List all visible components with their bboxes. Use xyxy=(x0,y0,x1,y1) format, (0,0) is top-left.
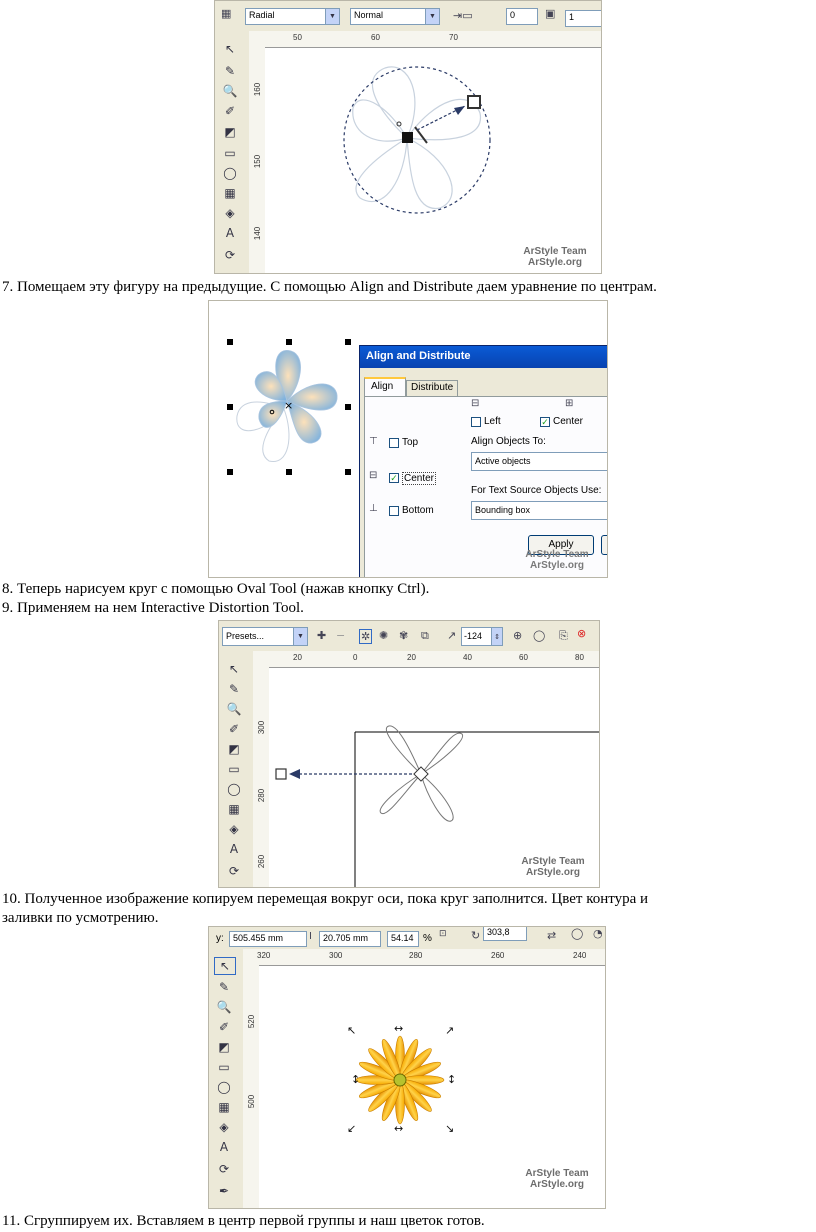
copy-distortion-icon[interactable]: ⎘ xyxy=(559,629,568,642)
ellipse-tool-icon[interactable]: ◯ xyxy=(227,782,241,796)
align-objects-to-value: Active objects xyxy=(475,456,531,466)
shape-tool-icon[interactable]: ✎ xyxy=(224,64,236,78)
step-8-text: 8. Теперь нарисуем круг с помощью Oval Tool (нажав кнопку Ctrl). xyxy=(2,581,430,597)
fill-type-value: Radial xyxy=(249,10,275,20)
pie-shape-icon[interactable]: ◔ xyxy=(593,927,603,940)
y-position-field[interactable] xyxy=(229,931,307,947)
ruler-label: 140 xyxy=(253,226,263,241)
interactive-tool-icon[interactable]: ⟳ xyxy=(228,864,240,878)
dialog-title: Align and Distribute xyxy=(360,346,608,368)
angle-field[interactable] xyxy=(483,926,527,941)
height-field[interactable] xyxy=(319,931,381,947)
graph-paper-icon[interactable]: ▦ xyxy=(224,186,236,200)
right-field-text: 1 xyxy=(569,12,575,22)
ruler-label: 20 xyxy=(407,653,416,662)
ruler-label: 320 xyxy=(257,951,271,960)
basic-shapes-icon[interactable]: ◈ xyxy=(225,206,235,220)
freehand-tool-icon[interactable]: ✐ xyxy=(218,1020,230,1034)
tab-align-label: Align xyxy=(371,381,394,392)
center-v-label: Center xyxy=(404,473,435,484)
tab-distribute-label: Distribute xyxy=(411,382,454,393)
ruler-label: 300 xyxy=(329,951,343,960)
apply-label: Apply xyxy=(548,539,574,550)
interactive-tool-icon[interactable]: ⟳ xyxy=(224,248,236,262)
value-field-text: 0 xyxy=(510,10,516,20)
screenshot-distortion xyxy=(218,620,600,888)
twister-distortion-icon[interactable]: ✾ xyxy=(399,629,409,642)
shape-tool-icon[interactable]: ✎ xyxy=(228,682,240,696)
presets-value: Presets... xyxy=(226,631,265,641)
ruler-horizontal xyxy=(253,651,599,668)
tab-distribute[interactable] xyxy=(406,380,458,397)
step-9-text: 9. Применяем на нем Interactive Distortion Tool. xyxy=(2,600,304,616)
align-center-h-icon: ⊞ xyxy=(565,398,574,409)
align-bottom-icon: ⊥ xyxy=(369,503,378,514)
ruler-label: 300 xyxy=(257,720,267,735)
property-bar xyxy=(215,1,601,32)
scale-value: 54.14 xyxy=(391,933,414,943)
watermark-line1: ArStyle Team xyxy=(523,246,587,257)
flower-outline-drawing xyxy=(265,48,602,274)
zoom-tool-icon[interactable]: 🔍 xyxy=(216,1000,232,1014)
color-icon[interactable]: ▣ xyxy=(545,7,556,20)
align-left-icon: ⊟ xyxy=(471,398,480,409)
rotate-handle-icon: ↖ xyxy=(347,1024,357,1037)
chevron-down-icon: ▼ xyxy=(325,9,339,24)
distorted-circle-drawing xyxy=(269,668,600,888)
selection-handle[interactable] xyxy=(345,469,351,475)
screenshot-radial-fill xyxy=(214,0,602,274)
ellipse-tool-icon[interactable]: ◯ xyxy=(217,1080,231,1094)
watermark-line1: ArStyle Team xyxy=(521,856,585,867)
ruler-vertical xyxy=(253,667,270,887)
fill-end-handle[interactable] xyxy=(468,96,480,108)
step-11-text: 11. Сгруппируем их. Вставляем в центр первой группы и наш цветок готов. xyxy=(2,1213,485,1229)
text-tool-icon[interactable]: A xyxy=(219,1140,229,1154)
fill-type-dropdown[interactable] xyxy=(245,8,340,25)
screenshot-rotated-copies xyxy=(208,926,606,1209)
selection-handle[interactable] xyxy=(227,339,233,345)
convert-to-curves-icon[interactable]: ◯ xyxy=(533,629,546,642)
selection-handle[interactable] xyxy=(345,339,351,345)
freehand-tool-icon[interactable]: ✐ xyxy=(228,722,240,736)
chevron-down-icon: ▼ xyxy=(425,9,439,24)
text-source-label: For Text Source Objects Use: xyxy=(471,485,602,496)
basic-shapes-icon[interactable]: ◈ xyxy=(229,822,239,836)
align-objects-to-label: Align Objects To: xyxy=(471,436,546,447)
ruler-label: 240 xyxy=(573,951,587,960)
watermark-line2: ArStyle.org xyxy=(526,867,580,878)
left-label: Left xyxy=(484,416,501,427)
amplitude-icon: ↗ xyxy=(447,629,457,642)
smart-drawing-icon[interactable]: ◩ xyxy=(218,1040,230,1054)
property-bar xyxy=(219,621,599,652)
angle-value: 303,8 xyxy=(487,927,510,937)
smart-drawing-icon[interactable]: ◩ xyxy=(224,125,236,139)
height-value: 20.705 mm xyxy=(323,933,369,943)
skew-handle-icon: ↕ xyxy=(351,1073,361,1086)
push-pull-distortion-icon[interactable]: ✲ xyxy=(361,630,371,643)
rotate-handle-icon: ↙ xyxy=(347,1122,357,1135)
watermark xyxy=(507,549,607,571)
property-bar xyxy=(209,927,605,950)
align-center-v-icon: ⊟ xyxy=(369,470,378,481)
add-preset-icon[interactable]: ✚ xyxy=(317,629,327,642)
align-distribute-dialog xyxy=(359,345,608,578)
step-10-line1: 10. Полученное изображение копируем перемещая вокруг оси, пока круг заполнится. Цвет контура и xyxy=(2,891,649,907)
presets-dropdown[interactable] xyxy=(222,627,308,646)
watermark xyxy=(505,246,602,268)
ellipse-tool-icon[interactable]: ◯ xyxy=(223,166,237,180)
rotate-handle-icon: ↘ xyxy=(445,1122,455,1135)
ruler-label: 50 xyxy=(293,33,302,42)
step-7-text: 7. Помещаем эту фигуру на предыдущие. С помощью Align and Distribute даем уравнение по центрам. xyxy=(2,279,657,295)
bottom-label: Bottom xyxy=(402,505,434,516)
rectangle-tool-icon[interactable]: ▭ xyxy=(218,1060,230,1074)
top-label: Top xyxy=(402,437,419,448)
toolbox xyxy=(209,949,244,1208)
shape-tool-icon[interactable]: ✎ xyxy=(218,980,230,994)
fill-center-handle[interactable] xyxy=(402,132,413,143)
selection-handle[interactable] xyxy=(286,339,292,345)
step-10-line2: заливки по усмотрению. xyxy=(2,910,159,926)
pick-tool-icon[interactable]: ↖ xyxy=(214,957,236,975)
drawing-canvas[interactable] xyxy=(259,966,605,1208)
remove-preset-icon[interactable]: − xyxy=(336,629,346,642)
ruler-label: 80 xyxy=(575,653,584,662)
skew-handle-icon: ↔ xyxy=(394,1122,404,1135)
center-h-label: Center xyxy=(553,416,584,427)
lock-ratio-icon[interactable]: ⊡ xyxy=(439,929,447,939)
toolbox xyxy=(219,651,254,887)
text-tool-icon[interactable]: A xyxy=(229,842,239,856)
toolbox xyxy=(215,31,250,273)
ruler-horizontal xyxy=(243,949,605,966)
ruler-label: 280 xyxy=(257,788,267,803)
ruler-label: 520 xyxy=(247,1014,257,1029)
watermark-line2: ArStyle.org xyxy=(528,257,582,268)
mirror-icon[interactable]: ⇄ xyxy=(547,929,557,942)
screenshot-align-distribute xyxy=(208,300,608,578)
basic-shapes-icon[interactable]: ◈ xyxy=(219,1120,229,1134)
rectangle-tool-icon[interactable]: ▭ xyxy=(224,146,236,160)
ruler-horizontal xyxy=(249,31,601,48)
ruler-label: 260 xyxy=(491,951,505,960)
ruler-label: 0 xyxy=(353,653,358,662)
selection-handle[interactable] xyxy=(286,469,292,475)
watermark xyxy=(503,856,600,878)
value-field[interactable] xyxy=(506,8,538,25)
height-icon: Ⅰ xyxy=(309,931,312,942)
ruler-label: 280 xyxy=(409,951,423,960)
zipper-distortion-icon[interactable]: ✺ xyxy=(379,629,389,642)
text-tool-icon[interactable]: A xyxy=(225,226,235,240)
watermark-line1: ArStyle Team xyxy=(525,549,589,560)
scale-field[interactable] xyxy=(387,931,419,947)
y-position-value: 505.455 mm xyxy=(233,933,284,943)
watermark xyxy=(507,1168,606,1190)
watermark-line1: ArStyle Team xyxy=(525,1168,589,1179)
center-v-checkbox[interactable]: ✓ xyxy=(390,473,398,483)
text-source-value: Bounding box xyxy=(475,505,531,515)
ruler-label: 70 xyxy=(449,33,458,42)
selection-handle[interactable] xyxy=(227,469,233,475)
rotate-handle-icon: ↗ xyxy=(445,1024,455,1037)
fill-tool-icon[interactable]: ▦ xyxy=(221,7,232,20)
tab-align[interactable] xyxy=(364,377,406,397)
ruler-vertical xyxy=(249,47,266,273)
top-checkbox[interactable] xyxy=(389,438,399,448)
freehand-tool-icon[interactable]: ✐ xyxy=(224,104,236,118)
zoom-tool-icon[interactable]: 🔍 xyxy=(226,702,242,716)
drawing-canvas[interactable] xyxy=(265,48,601,273)
bottom-checkbox[interactable] xyxy=(389,506,399,516)
pick-tool-icon[interactable]: ↖ xyxy=(224,42,236,56)
pick-tool-icon[interactable]: ↖ xyxy=(228,662,240,676)
scale-unit: % xyxy=(423,933,432,944)
ruler-label: 500 xyxy=(247,1094,257,1109)
interactive-tool-icon[interactable]: ⟳ xyxy=(218,1162,230,1176)
ruler-label: 60 xyxy=(371,33,380,42)
eyedropper-tool-icon[interactable]: ✒ xyxy=(218,1184,230,1198)
graph-paper-icon[interactable]: ▦ xyxy=(218,1100,230,1114)
blend-mode-dropdown[interactable] xyxy=(350,8,440,25)
skew-handle-icon: ↕ xyxy=(447,1073,457,1086)
amplitude-value: -124 xyxy=(464,631,483,641)
ellipse-shape-icon[interactable]: ◯ xyxy=(571,927,584,940)
chevron-down-icon: ▼ xyxy=(293,628,307,645)
center-h-checkbox[interactable]: ✓ xyxy=(541,417,549,427)
amplitude-field[interactable] xyxy=(461,627,503,646)
ruler-label: 20 xyxy=(293,653,302,662)
center-distortion-icon[interactable]: ⊕ xyxy=(513,629,523,642)
ruler-vertical xyxy=(243,965,260,1208)
selection-handle[interactable] xyxy=(345,404,351,410)
watermark-line2: ArStyle.org xyxy=(530,560,584,571)
text-source-dropdown[interactable] xyxy=(471,501,608,520)
blend-mode-value: Normal xyxy=(354,10,384,20)
zoom-tool-icon[interactable]: 🔍 xyxy=(222,84,238,98)
watermark-line2: ArStyle.org xyxy=(530,1179,584,1190)
drawing-canvas[interactable] xyxy=(269,668,599,887)
graph-paper-icon[interactable]: ▦ xyxy=(228,802,240,816)
align-objects-to-dropdown[interactable] xyxy=(471,452,608,471)
left-checkbox[interactable] xyxy=(471,417,481,427)
ruler-label: 40 xyxy=(463,653,472,662)
smart-drawing-icon[interactable]: ◩ xyxy=(228,742,240,756)
svg-text:×: × xyxy=(284,399,294,412)
skew-handle-icon: ↔ xyxy=(394,1022,404,1035)
selection-handle[interactable] xyxy=(227,404,233,410)
clear-distortion-icon[interactable]: ⊗ xyxy=(577,627,587,640)
add-new-distortion-icon[interactable]: ⧉ xyxy=(421,629,429,642)
ruler-label: 60 xyxy=(519,653,528,662)
rotate-icon: ↻ xyxy=(471,929,481,942)
ruler-label: 150 xyxy=(253,154,263,169)
distortion-start-handle[interactable] xyxy=(276,769,286,779)
y-label: y: xyxy=(216,933,224,944)
transparency-slider-icon[interactable]: ⇥▭ xyxy=(453,9,473,22)
ruler-label: 160 xyxy=(253,82,263,97)
rectangle-tool-icon[interactable]: ▭ xyxy=(228,762,240,776)
align-top-icon: ⊤ xyxy=(369,436,378,447)
spinner-icon[interactable]: ⇕ xyxy=(491,628,502,645)
right-field[interactable] xyxy=(565,10,602,27)
ruler-label: 260 xyxy=(257,854,267,869)
